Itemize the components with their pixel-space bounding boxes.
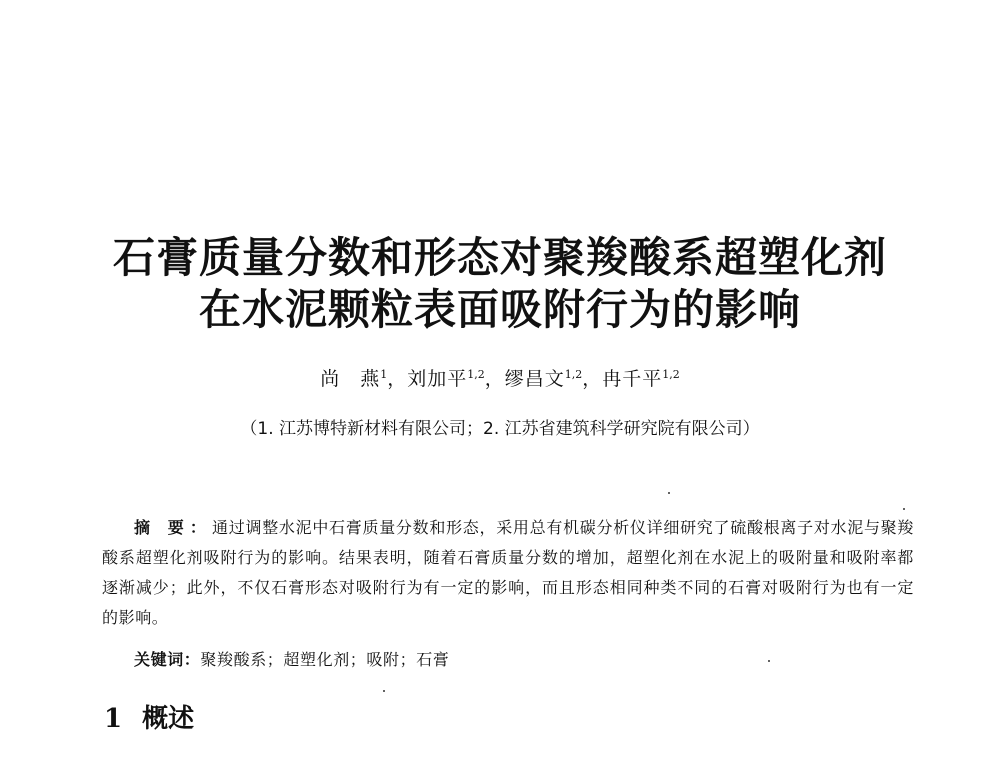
author-separator: ， — [582, 368, 603, 390]
author-affiliation-mark: 1 — [380, 368, 388, 381]
author-name: 刘加平 — [407, 368, 468, 390]
author-affiliation-mark: 1,2 — [662, 368, 680, 381]
author-name: 缪昌文 — [504, 368, 565, 390]
affiliations: （1. 江苏博特新材料有限公司；2. 江苏省建筑科学研究院有限公司） — [240, 419, 760, 439]
section-heading — [104, 701, 194, 737]
scan-speck — [768, 660, 770, 662]
author-affiliation-mark: 1,2 — [564, 368, 583, 381]
scan-speck — [668, 492, 670, 494]
keywords-text: 聚羧酸系；超塑化剂；吸附；石膏 — [200, 650, 450, 669]
author-name: 冉千平 — [602, 368, 663, 390]
keywords-label: 关键词： — [134, 650, 201, 669]
author-affiliation-mark: 1,2 — [467, 368, 485, 381]
author-name: 尚 燕 — [320, 368, 381, 390]
author-separator: ， — [387, 368, 408, 390]
paper-title-line-2: 在水泥颗粒表面吸附行为的影响 — [198, 285, 801, 334]
author-list — [0, 365, 1000, 393]
section-number: 1 — [104, 704, 123, 734]
abstract-label: 摘 要： — [134, 518, 213, 537]
author-separator: ， — [484, 368, 505, 390]
keywords — [134, 645, 914, 675]
abstract-text: 通过调整水泥中石膏质量分数和形态，采用总有机碳分析仪详细研究了硫酸根离子对水泥与聚羧酸系超塑化剂吸附行为的影响。结果表明，随着石膏质量分数的增加，超塑化剂在水泥上的吸附量和吸附率都逐渐减少；此外，不仅石膏形态对吸附行为有一定的影响，而且形态相同种类不同的石膏对吸附行为也有一定的影响。 — [102, 518, 915, 627]
abstract — [102, 513, 914, 633]
scan-speck — [383, 690, 385, 692]
scan-speck — [903, 508, 905, 510]
section-title: 概述 — [142, 704, 195, 734]
paper-title-line-1: 石膏质量分数和形态对聚羧酸系超塑化剂 — [112, 233, 887, 282]
